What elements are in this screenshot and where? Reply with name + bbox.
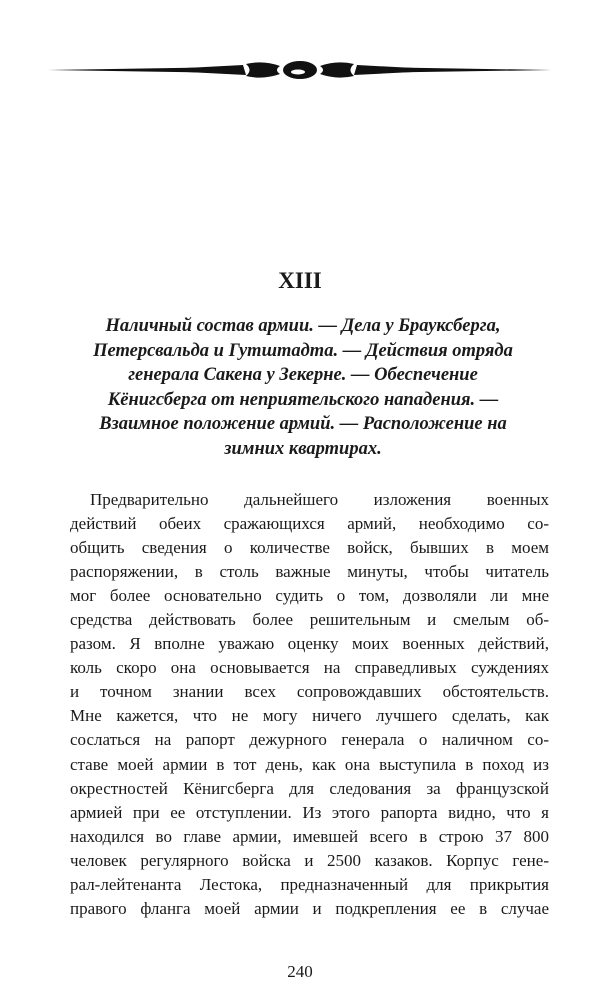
text-line: общить сведения о количестве войск, бывших в моем	[70, 538, 549, 558]
summary-line: Взаимное положение армий. — Расположение на	[99, 414, 507, 435]
text-line: правого фланга моей армии и подкрепления ее в случае	[70, 898, 549, 918]
text-line: Предварительно дальнейшего изложения военных	[90, 490, 549, 509]
summary-line: Кёнигсберга от неприятельского нападения. —	[107, 389, 499, 410]
text-line: сослаться на рапорт дежурного генерала о наличном со-	[70, 730, 549, 750]
text-line: человек регулярного войска и 2500 казаков. Корпус гене-	[70, 850, 549, 870]
page-number: 240	[287, 962, 313, 981]
text-line: действий обеих сражающихся армий, необходимо со-	[70, 514, 549, 534]
body-text	[70, 488, 549, 921]
text-line: армией при ее отступлении. Из этого рапорта видно, что я	[70, 802, 549, 822]
text-line: окрестностей Кёнигсберга для следования за французской	[70, 778, 549, 798]
text-line: распоряжении, в столь важные минуты, чтобы читатель	[70, 562, 549, 582]
ornament-divider	[48, 56, 552, 84]
text-line: разом. Я вполне уважаю оценку моих военных действий,	[70, 634, 549, 654]
chapter-summary	[66, 314, 540, 462]
summary-line: генерала Сакена у Зекерне. — Обеспечение	[128, 365, 478, 386]
text-line: находился во главе армии, имевшей всего в строю 37 800	[70, 826, 549, 846]
text-line: рал-лейтенанта Лестока, предназначенный для прикрытия	[70, 874, 549, 894]
text-line: Мне кажется, что не могу ничего лучшего сделать, как	[70, 706, 549, 726]
summary-line: Петерсвальда и Гутштадта. — Действия отряда	[93, 340, 513, 361]
text-line: коль скоро она основывается на справедливых суждениях	[70, 658, 549, 678]
text-line: и точном знании всех сопровождавших обстоятельств.	[70, 682, 549, 702]
summary-line: зимних квартирах.	[224, 438, 382, 459]
summary-line: Наличный состав армии. — Дела у Брауксберга,	[105, 316, 501, 336]
text-line: средства действовать более решительным и смелым об-	[70, 610, 549, 630]
text-line: ставе моей армии в тот день, как она выступила в поход из	[70, 754, 549, 774]
chapter-number: XIII	[278, 268, 322, 293]
text-line: мог более основательно судить о том, дозволяли ли мне	[70, 586, 549, 606]
